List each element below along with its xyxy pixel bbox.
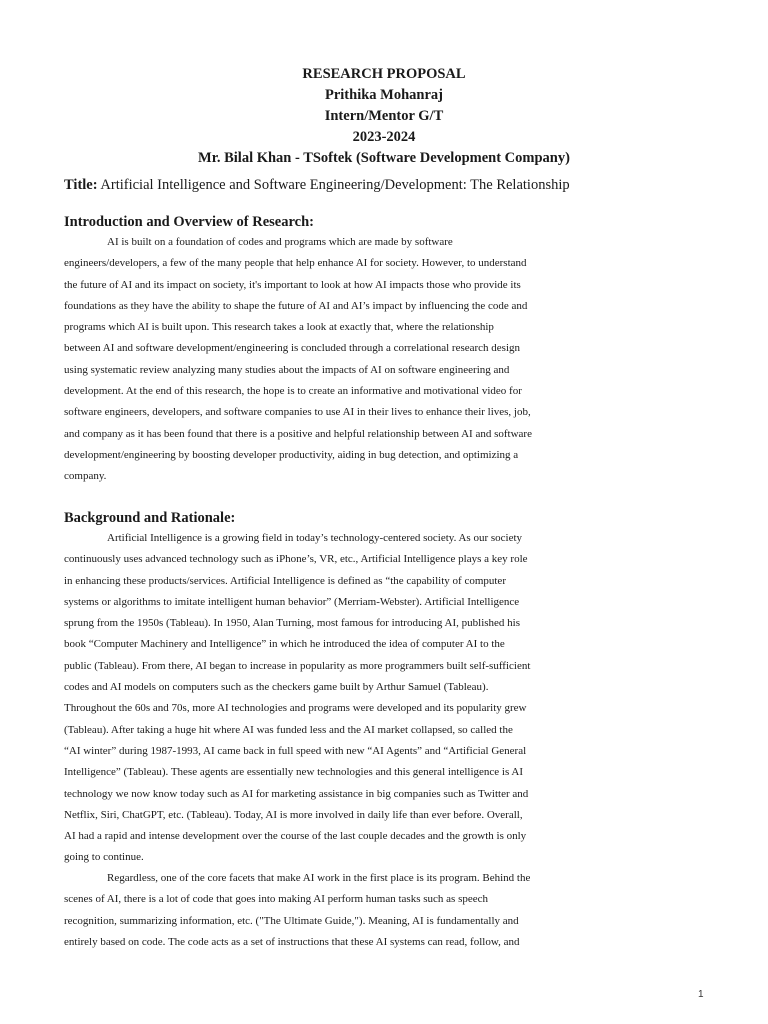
paragraph-line: and company as it has been found that there is a positive and helpful relationship between AI and software xyxy=(64,427,532,440)
research-title xyxy=(64,175,714,196)
paragraph-line: Throughout the 60s and 70s, more AI technologies and programs were developed and its popularity grew xyxy=(64,702,527,715)
paragraph-line: Netflix, Siri, ChatGPT, etc. (Tableau). Today, AI is more involved in daily life than ever before. Overall, xyxy=(64,808,523,821)
paragraph-line: the future of AI and its impact on society, it's important to look at how AI impacts those who provide its xyxy=(64,278,521,291)
background-paragraph-2 xyxy=(64,868,724,953)
paragraph-line: scenes of AI, there is a lot of code that goes into making AI perform human tasks such as speech xyxy=(64,893,488,906)
page-number: 1 xyxy=(698,989,704,1000)
paragraph-line: codes and AI models on computers such as the checkers game built by Arthur Samuel (Tableau). xyxy=(64,681,489,694)
paragraph-line: software engineers, developers, and software companies to use AI in their lives to enhance their lives, job, xyxy=(64,406,531,419)
paragraph-line: sprung from the 1950s (Tableau). In 1950, Alan Turning, most famous for introducing AI, published his xyxy=(64,617,520,630)
paragraph-line: recognition, summarizing information, etc. ("The Ultimate Guide,"). Meaning, AI is fundamentally and xyxy=(64,914,519,927)
background-paragraph-1 xyxy=(64,528,724,869)
paragraph-line: foundations as they have the ability to shape the future of AI and AI’s impact by influencing the code and xyxy=(64,299,528,312)
paragraph-line: technology we now know today such as AI for marketing assistance in big companies such as Twitter and xyxy=(64,787,529,800)
paragraph-line: development/engineering by boosting developer productivity, aiding in bug detection, and optimizing a xyxy=(64,448,519,461)
paragraph-line: continuously uses advanced technology such as iPhone’s, VR, etc., Artificial Intelligence plays a key role xyxy=(64,553,528,566)
school-year: 2023-2024 xyxy=(352,129,416,145)
intro-heading: Introduction and Overview of Research: xyxy=(64,214,314,230)
proposal-heading: RESEARCH PROPOSAL xyxy=(302,66,466,82)
paragraph-line: programs which AI is built upon. This research takes a look at exactly that, where the relationship xyxy=(64,321,494,334)
paragraph-line: in enhancing these products/services. Artificial Intelligence is defined as “the capability of computer xyxy=(64,574,506,587)
author-name: Prithika Mohanraj xyxy=(324,87,443,103)
paragraph-line: company. xyxy=(64,470,107,483)
paragraph-line: engineers/developers, a few of the many people that help enhance AI for society. However, to understand xyxy=(64,257,527,270)
paragraph-line: Intelligence” (Tableau). These agents are essentially new technologies and this general intelligence is AI xyxy=(64,766,524,779)
paragraph-line: Artificial Intelligence is a growing field in today’s technology-centered society. As our society xyxy=(107,532,523,544)
paragraph-line: “AI winter” during 1987-1993, AI came back in full speed with new “AI Agents” and “Artificial General xyxy=(64,744,527,757)
paragraph-line: (Tableau). After taking a huge hit where AI was funded less and the AI market collapsed, so called the xyxy=(64,723,513,736)
paragraph-line: book “Computer Machinery and Intelligence” in which he introduced the idea of computer AI to the xyxy=(64,638,505,651)
paragraph-line: Regardless, one of the core facets that make AI work in the first place is its program. Behind the xyxy=(107,872,531,884)
paragraph-line: development. At the end of this research, the hope is to create an informative and motivational video for xyxy=(64,385,522,398)
paragraph-line: going to continue. xyxy=(64,851,144,864)
paragraph-line: AI had a rapid and intense development over the course of the last couple decades and the growth is only xyxy=(64,830,527,843)
program-name: Intern/Mentor G/T xyxy=(324,108,444,124)
title-text: Artificial Intelligence and Software Engineering/Development: The Relationship xyxy=(100,177,570,193)
intro-paragraph xyxy=(64,232,724,488)
paragraph-line: using systematic review analyzing many studies about the impacts of AI on software engineering and xyxy=(64,363,510,376)
paragraph-line: public (Tableau). From there, AI began to increase in popularity as more programmers built self-sufficient xyxy=(64,659,531,672)
background-heading: Background and Rationale: xyxy=(64,510,236,526)
paragraph-line: entirely based on code. The code acts as a set of instructions that these AI systems can read, follow, and xyxy=(64,935,520,948)
title-label: Title: xyxy=(64,177,98,193)
paragraph-line: AI is built on a foundation of codes and programs which are made by software xyxy=(107,236,453,248)
paragraph-line: systems or algorithms to imitate intelligent human behavior” (Merriam-Webster). Artificial Intelligence xyxy=(64,595,520,608)
mentor-company: Mr. Bilal Khan - TSoftek (Software Development Company) xyxy=(198,150,570,166)
proposal-header xyxy=(0,64,768,169)
paragraph-line: between AI and software development/engineering is concluded through a correlational research design xyxy=(64,342,521,355)
